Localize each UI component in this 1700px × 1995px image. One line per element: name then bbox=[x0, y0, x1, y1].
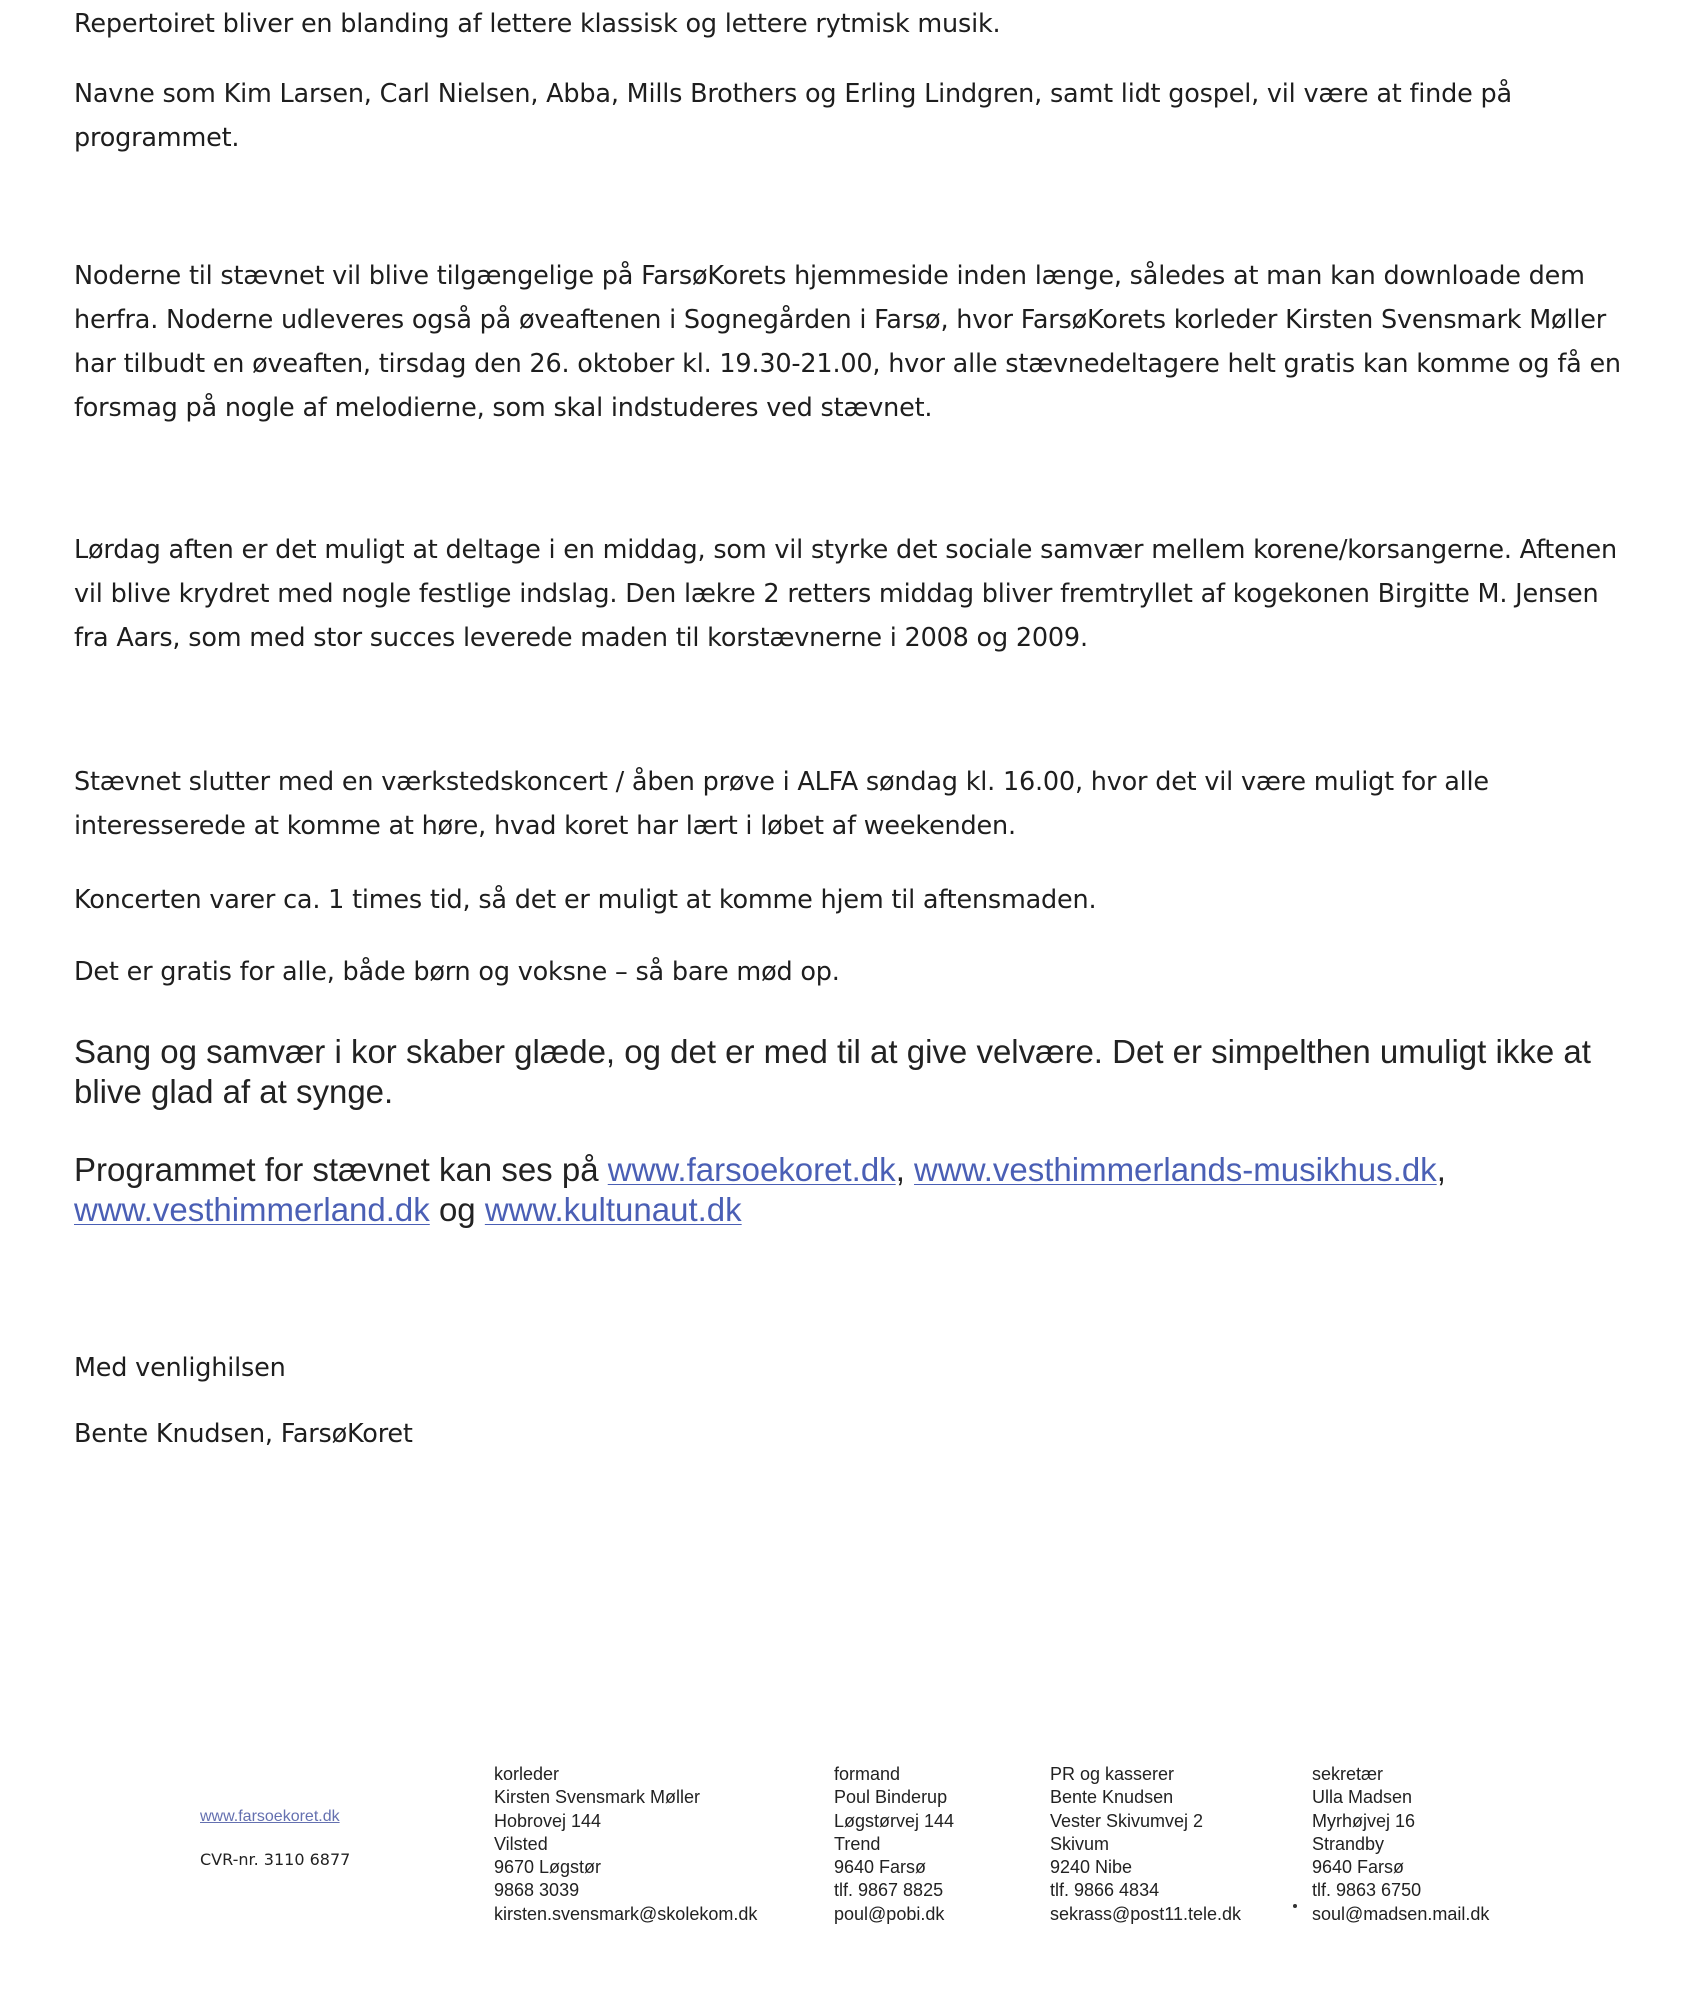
footer-column-korleder bbox=[494, 1763, 757, 1926]
paragraph-dinner: Lørdag aften er det muligt at deltage i en middag, som vil styrke det sociale samvær mellem korene/korsangerne. Aftenen vil blive krydret med nogle festlige indslag. Den lækre 2 retters middag bliver fremtryllet af kogekonen Birgitte M. Jensen fra Aars, som med stor succes leverede maden til korstævnerne i 2008 og 2009. bbox=[74, 535, 1617, 653]
greeting: Med venlighilsen bbox=[74, 1353, 286, 1383]
footer-town: Strandby bbox=[1312, 1833, 1385, 1854]
scan-dot bbox=[1293, 1904, 1297, 1908]
footer-name: Poul Binderup bbox=[834, 1787, 948, 1808]
footer-column-sekretaer bbox=[1312, 1763, 1489, 1926]
footer-address: Løgstørvej 144 bbox=[834, 1810, 955, 1831]
footer-email: soul@madsen.mail.dk bbox=[1312, 1903, 1490, 1924]
footer-town: Vilsted bbox=[494, 1833, 548, 1854]
signature: Bente Knudsen, FarsøKoret bbox=[74, 1419, 413, 1449]
footer-email: poul@pobi.dk bbox=[834, 1903, 945, 1924]
footer-phone: tlf. 9866 4834 bbox=[1050, 1880, 1160, 1901]
og-word: og bbox=[438, 1191, 476, 1228]
footer-column-kasserer bbox=[1050, 1763, 1241, 1926]
footer-zip: 9240 Nibe bbox=[1050, 1857, 1133, 1878]
paragraph-concert: Stævnet slutter med en værkstedskoncert / åben prøve i ALFA søndag kl. 16.00, hvor det vil være muligt for alle interesserede at komme at høre, hvad koret har lært i løbet af weekenden. bbox=[74, 767, 1489, 841]
paragraph-sheet-music: Noderne til stævnet vil blive tilgængelige på FarsøKorets hjemmeside inden længe, således at man kan downloade dem herfra. Noderne udleveres også på øveaftenen i Sognegården i Farsø, hvor FarsøKorets korleder Kirsten Svensmark Møller har tilbudt en øveaften, tirsdag den 26. oktober kl. 19.30-21.00, hvor alle stævnedeltagere helt gratis kan komme og få en forsmag på nogle af melodierne, som skal indstuderes ved stævnet. bbox=[74, 261, 1621, 423]
paragraph-duration: Koncerten varer ca. 1 times tid, så det er muligt at komme hjem til aftensmaden. bbox=[74, 885, 1097, 915]
paragraph-repertoire: Repertoiret bliver en blanding af lettere klassisk og lettere rytmisk musik. bbox=[74, 9, 1001, 39]
footer-name: Bente Knudsen bbox=[1050, 1787, 1174, 1808]
footer-town: Skivum bbox=[1050, 1833, 1110, 1854]
footer-town: Trend bbox=[834, 1833, 881, 1854]
footer-cvr: CVR-nr. 3110 6877 bbox=[200, 1850, 351, 1869]
comma-separator: , bbox=[895, 1151, 905, 1188]
footer-zip: 9670 Løgstør bbox=[494, 1857, 602, 1878]
footer-website-link[interactable]: www.farsoekoret.dk bbox=[200, 1808, 340, 1825]
footer-zip: 9640 Farsø bbox=[1312, 1857, 1405, 1878]
link-kultunaut[interactable]: www.kultunaut.dk bbox=[484, 1191, 742, 1228]
footer-phone: 9868 3039 bbox=[494, 1880, 580, 1901]
footer-role: korleder bbox=[494, 1764, 560, 1784]
link-farsoekoret[interactable]: www.farsoekoret.dk bbox=[607, 1151, 896, 1188]
footer-zip: 9640 Farsø bbox=[834, 1857, 927, 1878]
footer-phone: tlf. 9867 8825 bbox=[834, 1880, 944, 1901]
footer-role: PR og kasserer bbox=[1050, 1764, 1175, 1784]
footer-address: Vester Skivumvej 2 bbox=[1050, 1810, 1204, 1831]
paragraph-free: Det er gratis for alle, både børn og voksne – så bare mød op. bbox=[74, 957, 840, 987]
link-musikhus[interactable]: www.vesthimmerlands-musikhus.dk bbox=[914, 1151, 1437, 1188]
footer-name: Ulla Madsen bbox=[1312, 1787, 1413, 1808]
footer-address: Myrhøjvej 16 bbox=[1312, 1810, 1416, 1831]
footer-phone: tlf. 9863 6750 bbox=[1312, 1880, 1422, 1901]
footer-address: Hobrovej 144 bbox=[494, 1810, 602, 1831]
footer-email: sekrass@post11.tele.dk bbox=[1050, 1903, 1242, 1924]
paragraph-names: Navne som Kim Larsen, Carl Nielsen, Abba, Mills Brothers og Erling Lindgren, samt lidt gospel, vil være at finde på programmet. bbox=[74, 79, 1512, 153]
link-vesthimmerland[interactable]: www.vesthimmerland.dk bbox=[74, 1191, 430, 1228]
footer-email: kirsten.svensmark@skolekom.dk bbox=[494, 1903, 758, 1924]
highlight-text: Sang og samvær i kor skaber glæde, og det er med til at give velvære. Det er simpelthen umuligt ikke at blive glad af at synge. bbox=[74, 1033, 1591, 1110]
program-prefix: Programmet for stævnet kan ses på bbox=[74, 1151, 599, 1188]
footer-role: formand bbox=[834, 1764, 901, 1784]
comma-separator: , bbox=[1436, 1151, 1446, 1188]
footer-role: sekretær bbox=[1312, 1764, 1384, 1784]
footer-column-formand bbox=[834, 1763, 954, 1926]
footer-name: Kirsten Svensmark Møller bbox=[494, 1787, 701, 1808]
program-links bbox=[74, 1150, 1634, 1230]
